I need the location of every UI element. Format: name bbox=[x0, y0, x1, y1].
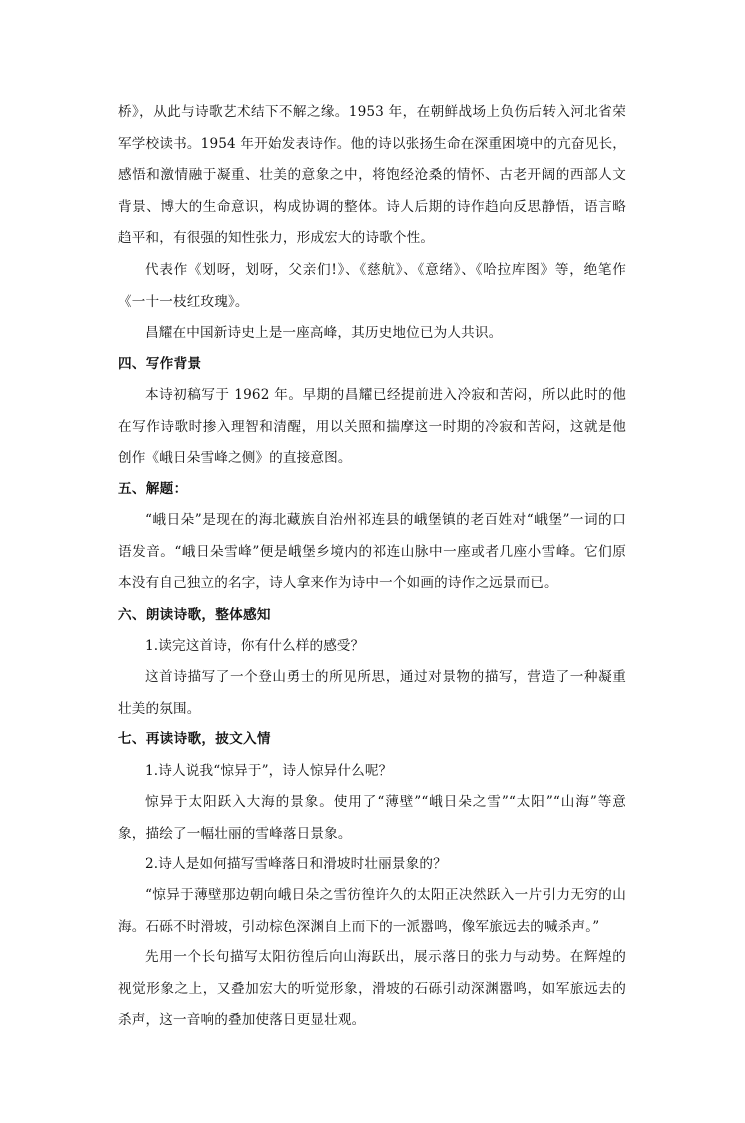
section-6-answer: 这首诗描写了一个登山勇士的所见所思，通过对景物的描写，营造了一种凝重壮美的氛围。 bbox=[118, 669, 626, 717]
section-4-paragraph: 本诗初稿写于 1962 年。早期的昌耀已经提前进入冷寂和苦闷，所以此时的他在写作诗歌时掺入理智和清醒，用以关照和揣摩这一时期的冷寂和苦闷，这就是他创作《峨日朵雪峰之侧》的直接意图。 bbox=[118, 387, 626, 466]
section-6-question: 1.读完这首诗，你有什么样的感受？ bbox=[145, 638, 365, 654]
section-5-heading: 五、解题： bbox=[118, 481, 188, 497]
section-7-question-2: 2.诗人是如何描写雪峰落日和滑坡时壮丽景象的？ bbox=[145, 856, 447, 872]
section-7-question-1: 1.诗人说我“惊异于”，诗人惊异什么呢？ bbox=[145, 763, 393, 779]
section-7-answer-2: 先用一个长句描写太阳彷徨后向山海跃出，展示落日的张力与动势。在辉煌的视觉形象之上，又叠加宏大的听觉形象，滑坡的石砾引动深渊嚣鸣，如军旅远去的杀声，这一音响的叠加使落日更显壮观。 bbox=[118, 949, 626, 1028]
section-7-quote: “惊异于薄壁那边朝向峨日朵之雪彷徨许久的太阳正决然跃入一片引力无穷的山海。石砾不时滑坡，引动棕色深渊自上而下的一派嚣鸣，像军旅远去的喊杀声。” bbox=[118, 887, 626, 935]
section-7-answer-1: 惊异于太阳跃入大海的景象。使用了“薄壁”“峨日朵之雪”“太阳”“山海”等意象，描绘了一幅壮丽的雪峰落日景象。 bbox=[118, 794, 626, 842]
bio-paragraph-1: 桥》，从此与诗歌艺术结下不解之缘。1953 年，在朝鲜战场上负伤后转入河北省荣军学校读书。1954 年开始发表诗作。他的诗以张扬生命在深重困境中的亢奋见长，感悟和激情融于凝重、壮美的意象之中，将饱经沧桑的情怀、古老开阔的西部人文背景、博大的生命意识，构成协调的整体。诗人后期的诗作趋向反思静悟，语言略趋平和，有很强的知性张力，形成宏大的诗歌个性。 bbox=[118, 104, 626, 246]
bio-paragraph-3: 昌耀在中国新诗史上是一座高峰，其历史地位已为人共识。 bbox=[145, 325, 503, 341]
section-4-heading: 四、写作背景 bbox=[118, 356, 202, 372]
bio-paragraph-2: 代表作《划呀，划呀，父亲们!》、《慈航》、《意绪》、《哈拉库图》等，绝笔作《一十一枝红玫瑰》。 bbox=[118, 262, 626, 310]
section-7-heading: 七、再读诗歌，披文入情 bbox=[118, 731, 271, 747]
section-6-heading: 六、朗读诗歌，整体感知 bbox=[118, 607, 271, 623]
section-5-paragraph: “峨日朵”是现在的海北藏族自治州祁连县的峨堡镇的老百姓对“峨堡”一词的口语发音。“峨日朵雪峰”便是峨堡乡境内的祁连山脉中一座或者几座小雪峰。它们原本没有自己独立的名字，诗人拿来作为诗中一个如画的诗作之远景而已。 bbox=[118, 512, 626, 591]
